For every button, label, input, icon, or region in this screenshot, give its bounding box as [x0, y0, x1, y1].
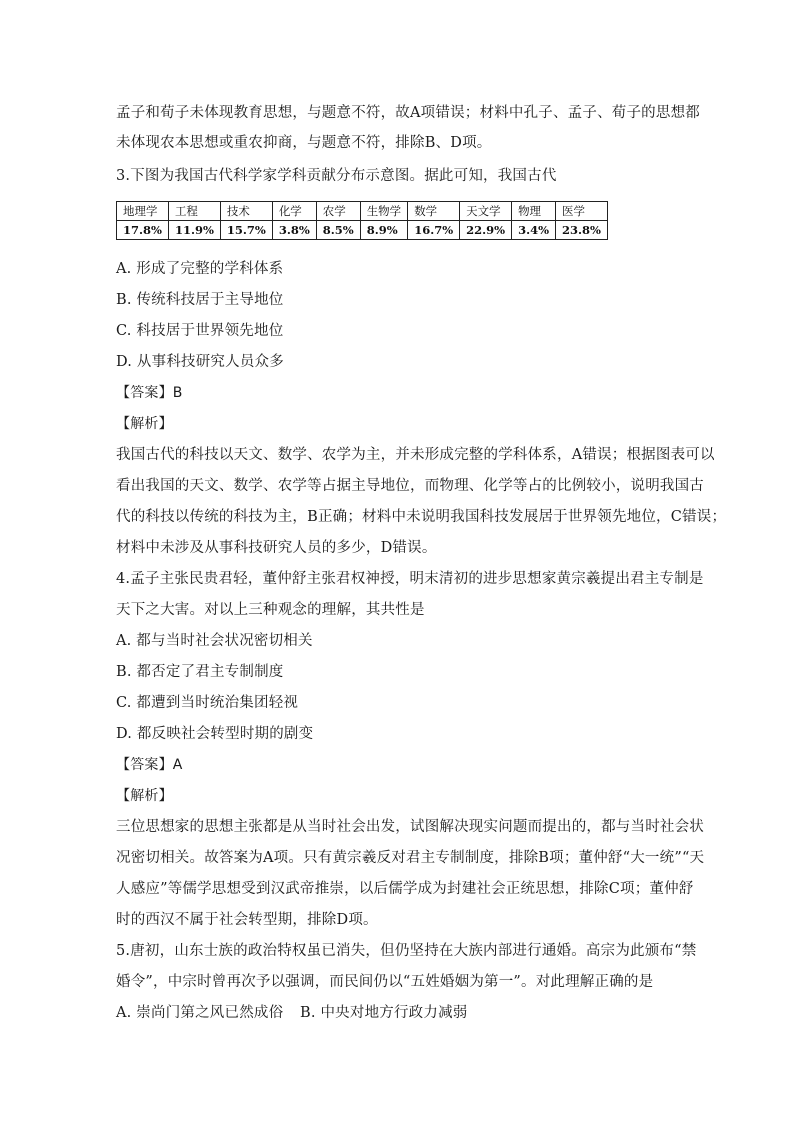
- table-value-cell: 3.4%: [512, 221, 556, 240]
- table-header-cell: 天文学: [460, 202, 512, 221]
- table-value-cell: 8.9%: [360, 221, 408, 240]
- table-header-cell: 工程: [168, 202, 220, 221]
- table-header-cell: 技术: [220, 202, 272, 221]
- q3-option-a: A. 形成了完整的学科体系: [116, 261, 284, 277]
- q4-option-b: B. 都否定了君主专制制度: [116, 664, 284, 680]
- q3-analysis-line-4: 材料中未涉及从事科技研究人员的多少，D错误。: [116, 540, 437, 556]
- question-4-stem-line-2: 天下之大害。对以上三种观念的理解，其共性是: [116, 602, 425, 618]
- table-header-cell: 医学: [556, 202, 608, 221]
- intro-line-1: 孟子和荀子未体现教育思想，与题意不符，故A项错误；材料中孔子、孟子、荀子的思想都: [116, 105, 700, 121]
- table-value-cell: 8.5%: [316, 221, 360, 240]
- q3-analysis-line-2: 看出我国的天文、数学、农学等占据主导地位，而物理、化学等占的比例较小，说明我国古: [116, 478, 704, 494]
- table-value-cell: 3.8%: [272, 221, 316, 240]
- q4-analysis-line-1: 三位思想家的思想主张都是从当时社会出发，试图解决现实问题而提出的，都与当时社会状: [116, 819, 704, 835]
- q3-option-d: D. 从事科技研究人员众多: [116, 354, 284, 370]
- q4-analysis-line-2: 况密切相关。故答案为A项。只有黄宗羲反对君主专制制度，排除B项；董仲舒“大一统”“天: [116, 850, 705, 866]
- q4-option-d: D. 都反映社会转型时期的剧变: [116, 726, 314, 742]
- question-4-stem-line-1: 4.孟子主张民贵君轻，董仲舒主张君权神授，明末清初的进步思想家黄宗羲提出君主专制是: [116, 571, 704, 587]
- table-header-cell: 生物学: [360, 202, 408, 221]
- q3-option-b: B. 传统科技居于主导地位: [116, 292, 284, 308]
- q3-answer: 【答案】B: [116, 385, 183, 401]
- q5-option-b: B. 中央对地方行政力减弱: [300, 1005, 468, 1021]
- table-value-cell: 23.8%: [556, 221, 608, 240]
- table-header-cell: 数学: [408, 202, 460, 221]
- q3-analysis-label: 【解析】: [116, 416, 173, 432]
- q5-option-a: A. 崇尚门第之风已然成俗: [116, 1005, 284, 1021]
- table-header-cell: 农学: [316, 202, 360, 221]
- q4-analysis-line-4: 时的西汉不属于社会转型期，排除D项。: [116, 912, 378, 928]
- q4-answer: 【答案】A: [116, 757, 183, 773]
- table-value-cell: 11.9%: [168, 221, 220, 240]
- table-value-cell: 16.7%: [408, 221, 460, 240]
- table-header-cell: 物理: [512, 202, 556, 221]
- intro-line-2: 未体现农本思想或重农抑商，与题意不符，排除B、D项。: [116, 135, 492, 151]
- q3-analysis-line-1: 我国古代的科技以天文、数学、农学为主，并未形成完整的学科体系，A错误；根据图表可以: [116, 447, 715, 463]
- table-value-row: [117, 221, 608, 240]
- table-value-cell: 22.9%: [460, 221, 512, 240]
- question-5-stem-line-2: 婚令”，中宗时曾再次予以强调，而民间仍以“五姓婚姻为第一”。对此理解正确的是: [116, 974, 654, 990]
- q4-option-c: C. 都遭到当时统治集团轻视: [116, 695, 299, 711]
- table-value-cell: 15.7%: [220, 221, 272, 240]
- q4-option-a: A. 都与当时社会状况密切相关: [116, 633, 313, 649]
- q3-option-c: C. 科技居于世界领先地位: [116, 323, 284, 339]
- table-header-cell: 化学: [272, 202, 316, 221]
- question-3-stem: 3.下图为我国古代科学家学科贡献分布示意图。据此可知，我国古代: [116, 168, 557, 184]
- question-5-stem-line-1: 5.唐初，山东士族的政治特权虽已消失，但仍坚持在大族内部进行通婚。高宗为此颁布“禁: [116, 943, 697, 959]
- table-header-cell: 地理学: [117, 202, 169, 221]
- table-header-row: [117, 202, 608, 221]
- q4-analysis-line-3: 人感应”等儒学思想受到汉武帝推崇，以后儒学成为封建社会正统思想，排除C项；董仲舒: [116, 881, 694, 897]
- q4-analysis-label: 【解析】: [116, 788, 173, 804]
- q3-analysis-line-3: 代的科技以传统的科技为主，B正确；材料中未说明我国科技发展居于世界领先地位，C错误；: [116, 509, 727, 525]
- table-value-cell: 17.8%: [117, 221, 169, 240]
- science-contribution-table: [116, 201, 608, 240]
